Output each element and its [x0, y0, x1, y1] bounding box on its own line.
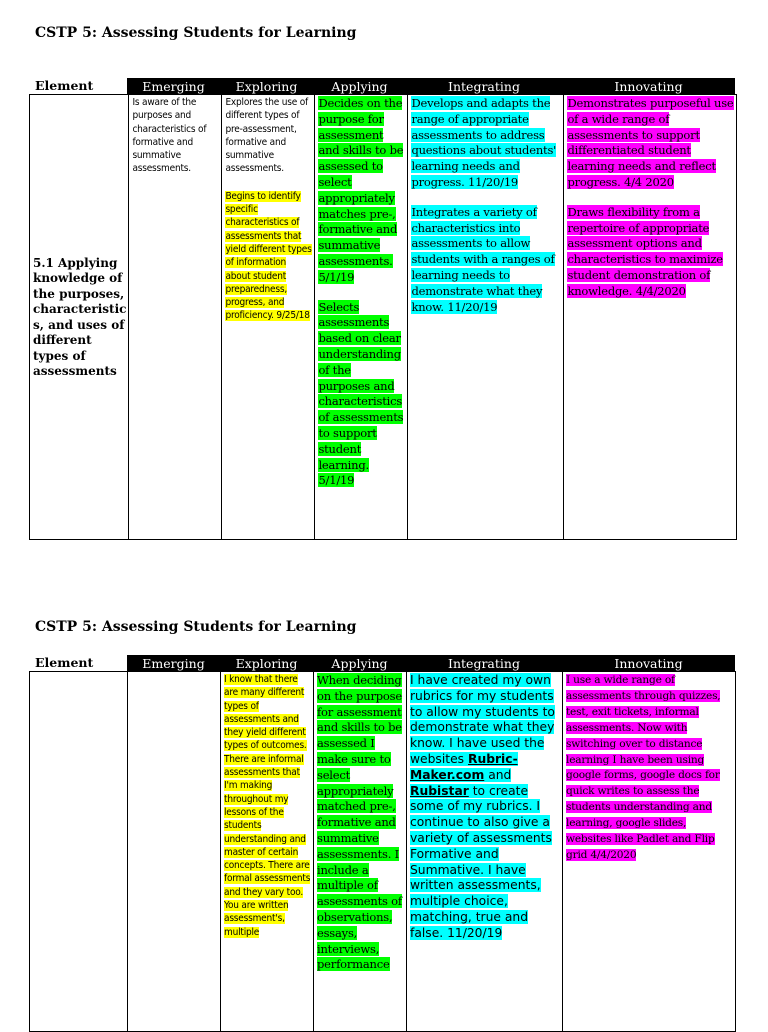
rubistar-link[interactable]: Rubistar [410, 783, 469, 798]
applying-text-s2: When deciding on the purpose for assessment and skills to be assessed I make sure to select appropriately matched pre-, formative and summative assessments. I include a multiple of assessments of observations, essays, interviews, performance [317, 673, 402, 972]
section-1-table [29, 94, 737, 540]
col-applying: Applying [331, 79, 388, 94]
element-header-2: Element [35, 655, 94, 670]
applying-text-1: Decides on the purpose for assessment and skills to be assessed to select appropriately matches pre-, formative and summative assessments. 5/1/19 [318, 96, 404, 284]
integrating-cell-2 [407, 672, 563, 1032]
emerging-text: Is aware of the purposes and characteristics of formative and summative assessments. [132, 97, 207, 175]
integrating-text-s2-a: I have created my own rubrics for my students to allow my students to demonstrate what they know. I have used the websites [410, 673, 555, 766]
col-integrating: Integrating [448, 79, 520, 94]
element-label: 5.1 Applying knowledge of the purposes, characteristic s, and uses of different types of assessments [33, 255, 127, 378]
emerging-cell-2 [128, 672, 221, 1032]
col-innovating: Innovating [614, 79, 683, 94]
exploring-text-1: Explores the use of different types of pre-assessment, formative and summative assessments. [225, 97, 308, 175]
integrating-text-1: Develops and adapts the range of appropriate assessments to address questions about students' learning needs and progress. 11/20/19 [411, 96, 557, 189]
innovating-cell [564, 95, 737, 540]
section-2-title: CSTP 5: Assessing Students for Learning [35, 619, 357, 635]
element-cell [30, 95, 129, 540]
col-emerging: Emerging [142, 79, 205, 94]
level-header-bar-2 [127, 655, 735, 671]
innovating-cell-2 [563, 672, 736, 1032]
integrating-cell [408, 95, 564, 540]
innovating-text-s2: I use a wide range of assessments through quizzes, test, exit tickets, informal assessments. Now with switching over to distance learning I have been using google forms, google docs for quick writes to assess the students understanding and learning, google slides, websites like Padlet and Flip grid 4/4/2020 [566, 674, 721, 861]
col-emerging-2: Emerging [142, 656, 205, 671]
exploring-cell [222, 95, 315, 540]
applying-cell-2 [314, 672, 407, 1032]
emerging-cell [129, 95, 222, 540]
col-exploring: Exploring [235, 79, 298, 94]
integrating-text-2: Integrates a variety of characteristics into assessments to allow students with a ranges of learning needs to demonstrate what they know. 11/20/19 [411, 204, 555, 314]
exploring-text-s2: I know that there are many different types of assessments and they yield different types of outcomes. There are informal assessments that I'm making throughout my lessons of the students understanding and master of certain concepts. There are formal assessments and they vary too. You are written assessment's, multiple [224, 674, 311, 938]
col-applying-2: Applying [331, 656, 388, 671]
rubric-maker-link[interactable]: Rubric-Maker.com [410, 751, 518, 782]
col-exploring-2: Exploring [235, 656, 298, 671]
applying-cell [315, 95, 408, 540]
innovating-text-1: Demonstrates purposeful use of a wide range of assessments to support differentiated student learning needs and reflect progress. 4/4 2020 [567, 96, 734, 189]
col-innovating-2: Innovating [614, 656, 683, 671]
section-2-table [29, 671, 736, 1032]
element-header: Element [35, 78, 94, 93]
exploring-text-2: Begins to identify specific characteristics of assessments that yield different types of information about student preparedness, progress, and proficiency. 9/25/18 [225, 190, 312, 322]
element-cell-2 [30, 672, 128, 1032]
level-header-bar [127, 78, 735, 94]
and-text: and [488, 767, 512, 782]
integrating-text-s2-b: to create some of my rubrics. I continue to also give a variety of assessments Formative and Summative. I have written assessments, multiple choice, matching, true and false. 11/20/19 [410, 783, 552, 940]
exploring-cell-2 [221, 672, 314, 1032]
innovating-text-2: Draws flexibility from a repertoire of appropriate assessment options and characteristics to maximize student demonstration of knowledge. 4/4/2020 [567, 204, 723, 298]
col-integrating-2: Integrating [448, 656, 520, 671]
section-1-title: CSTP 5: Assessing Students for Learning [35, 25, 357, 41]
applying-text-2: Selects assessments based on clear understanding of the purposes and characteristics of assessments to support student learning. 5/1/19 [318, 299, 404, 488]
